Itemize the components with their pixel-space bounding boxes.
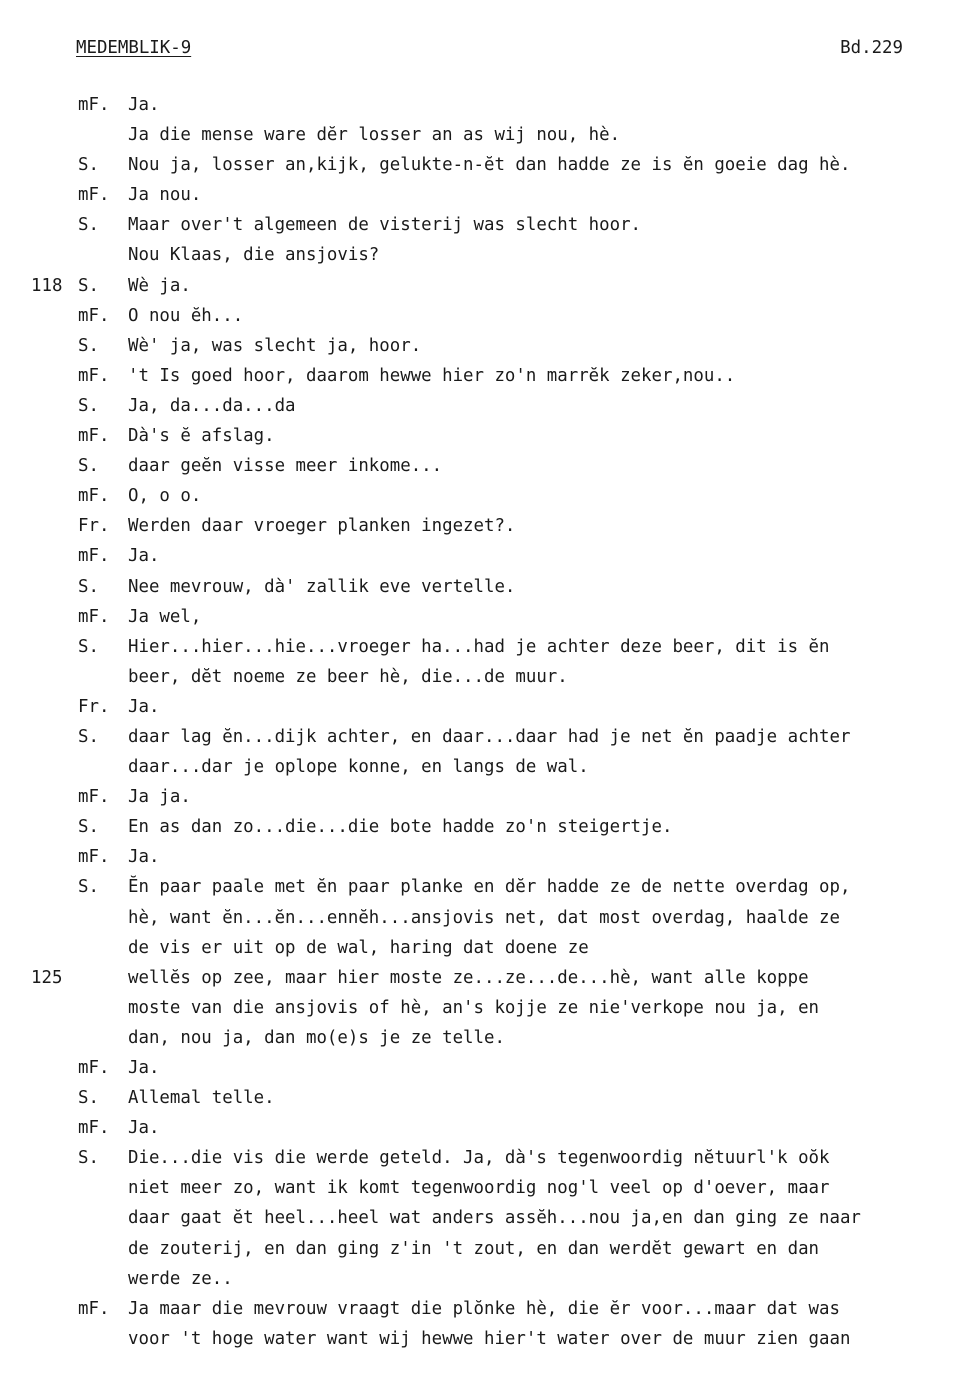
speaker-label: S. [78, 636, 99, 657]
transcript-line [0, 210, 979, 240]
transcript-line [0, 662, 979, 692]
transcript-line [0, 511, 979, 541]
transcript-line [0, 120, 979, 150]
utterance-text: niet meer zo, want ik komt tegenwoordig nog'l veel op d'oever, maar [128, 1178, 830, 1199]
transcript-line [0, 90, 979, 120]
transcript-line [0, 842, 979, 872]
transcript-line [0, 1083, 979, 1113]
utterance-text: Ĕn paar paale met ĕn paar planke en dĕr hadde ze de nette overdag op, [128, 877, 851, 898]
utterance-text: En as dan zo...die...die bote hadde zo'n steigertje. [128, 817, 673, 838]
utterance-text: daar gaat ĕt heel...heel wat anders assĕh...nou ja,en dan ging ze naar [128, 1208, 861, 1229]
transcript-line [0, 240, 979, 270]
transcript-line [0, 421, 979, 451]
utterance-text: Ja. [128, 1058, 160, 1078]
speaker-label: S. [78, 456, 99, 477]
speaker-label: mF. [78, 1298, 110, 1319]
transcript-line [0, 1264, 979, 1294]
speaker-label: mF. [78, 95, 110, 115]
transcript-line [0, 481, 979, 511]
utterance-text: Dà's ĕ afslag. [128, 426, 275, 447]
speaker-label: S. [78, 1088, 99, 1109]
transcript-line [0, 993, 979, 1023]
utterance-text: Ja die mense ware dĕr losser an as wij nou, hè. [128, 125, 621, 146]
utterance-text: werde ze.. [128, 1268, 233, 1289]
speaker-label: Fr. [78, 696, 110, 717]
line-number: 125 [31, 967, 63, 988]
transcript-line [0, 150, 979, 180]
transcript-line [0, 331, 979, 361]
utterance-text: daar geĕn visse meer inkome... [128, 456, 443, 477]
utterance-text: Ja. [128, 95, 160, 115]
transcript-line [0, 271, 979, 301]
utterance-text: O nou ĕh... [128, 305, 244, 326]
utterance-text: Werden daar vroeger planken ingezet?. [128, 516, 516, 537]
transcript-line [0, 541, 979, 571]
utterance-text: daar...dar je oplope konne, en langs de wal. [128, 757, 589, 778]
speaker-label: mF. [78, 426, 110, 447]
utterance-text: Ja, da...da...da [128, 395, 296, 416]
speaker-label: S. [78, 877, 99, 898]
utterance-text: de zouterij, en dan ging z'in 't zout, en dan werdĕt gewart en dan [128, 1238, 820, 1259]
utterance-text: moste van die ansjovis of hè, an's kojje ze nie'verkope nou ja, en [128, 997, 820, 1018]
utterance-text: daar lag ĕn...dijk achter, en daar...daar had je net ĕn paadje achter [128, 726, 851, 747]
utterance-text: Ja. [128, 847, 160, 868]
transcript-line [0, 572, 979, 602]
speaker-label: mF. [78, 305, 110, 326]
transcript-line [0, 1173, 979, 1203]
transcript-line [0, 903, 979, 933]
speaker-label: mF. [78, 1118, 110, 1139]
speaker-label: mF. [78, 365, 110, 386]
transcript-line [0, 391, 979, 421]
speaker-label: S. [78, 335, 99, 356]
transcript-line [0, 722, 979, 752]
transcript-line [0, 361, 979, 391]
speaker-label: mF. [78, 185, 110, 206]
utterance-text: Nee mevrouw, dà' zallik eve vertelle. [128, 576, 516, 597]
utterance-text: Ja. [128, 546, 160, 567]
transcript-line [0, 1023, 979, 1053]
speaker-label: S. [78, 155, 99, 176]
transcript-line [0, 1324, 979, 1354]
utterance-text: wellĕs op zee, maar hier moste ze...ze...de...hè, want alle koppe [128, 967, 809, 988]
speaker-label: mF. [78, 847, 110, 868]
page-header [76, 38, 903, 62]
transcript-body [0, 90, 979, 1354]
speaker-label: S. [78, 817, 99, 838]
utterance-text: 't Is goed hoor, daarom hewwe hier zo'n marrĕk zeker,nou.. [128, 365, 736, 386]
transcript-line [0, 301, 979, 331]
transcript-line [0, 752, 979, 782]
transcript-line [0, 872, 979, 902]
transcript-line [0, 1143, 979, 1173]
speaker-label: S. [78, 726, 99, 747]
transcript-line [0, 1113, 979, 1143]
utterance-text: Ja. [128, 696, 160, 717]
speaker-label: mF. [78, 1058, 110, 1078]
speaker-label: mF. [78, 787, 110, 808]
utterance-text: beer, dĕt noeme ze beer hè, die...de muur. [128, 666, 568, 687]
utterance-text: Nou Klaas, die ansjovis? [128, 245, 380, 266]
utterance-text: de vis er uit op de wal, haring dat doene ze [128, 937, 589, 958]
transcript-line [0, 692, 979, 722]
transcript-line [0, 451, 979, 481]
utterance-text: Maar over't algemeen de visterij was slecht hoor. [128, 215, 642, 236]
transcript-line [0, 632, 979, 662]
speaker-label: S. [78, 275, 99, 296]
speaker-label: mF. [78, 546, 110, 567]
utterance-text: Die...die vis die werde geteld. Ja, dà's tegenwoordig nĕtuurl'k oŏk [128, 1148, 830, 1169]
transcript-line [0, 933, 979, 963]
utterance-text: voor 't hoge water want wij hewwe hier't water over de muur zien gaan [128, 1328, 851, 1349]
utterance-text: Ja. [128, 1118, 160, 1139]
transcript-line [0, 963, 979, 993]
speaker-label: S. [78, 1148, 99, 1169]
speaker-label: mF. [78, 486, 110, 507]
utterance-text: Ja nou. [128, 185, 202, 206]
utterance-text: hè, want ĕn...ĕn...ennĕh...ansjovis net, dat most overdag, haalde ze [128, 907, 840, 928]
transcript-line [0, 180, 979, 210]
utterance-text: Nou ja, losser an,kijk, gelukte-n-ĕt dan hadde ze is ĕn goeie dag hè. [128, 155, 851, 176]
utterance-text: Hier...hier...hie...vroeger ha...had je achter deze beer, dit is ĕn [128, 636, 830, 657]
transcript-line [0, 1203, 979, 1233]
page-number: Bd.229 [840, 38, 903, 58]
transcript-line [0, 602, 979, 632]
utterance-text: Ja ja. [128, 787, 191, 808]
document-title: MEDEMBLIK-9 [76, 38, 192, 58]
utterance-text: Wè ja. [128, 275, 191, 296]
line-number: 118 [31, 275, 63, 296]
speaker-label: S. [78, 215, 99, 236]
utterance-text: dan, nou ja, dan mo(e)s je ze telle. [128, 1027, 505, 1048]
utterance-text: O, o o. [128, 486, 202, 507]
transcript-line [0, 1234, 979, 1264]
speaker-label: mF. [78, 606, 110, 627]
speaker-label: S. [78, 395, 99, 416]
utterance-text: Wè' ja, was slecht ja, hoor. [128, 335, 422, 356]
transcript-line [0, 1053, 979, 1083]
utterance-text: Ja wel, [128, 606, 202, 627]
transcript-line [0, 812, 979, 842]
utterance-text: Allemal telle. [128, 1088, 275, 1109]
utterance-text: Ja maar die mevrouw vraagt die plŏnke hè, die ĕr voor...maar dat was [128, 1298, 840, 1319]
transcript-line [0, 1294, 979, 1324]
speaker-label: S. [78, 576, 99, 597]
transcript-line [0, 782, 979, 812]
speaker-label: Fr. [78, 516, 110, 537]
